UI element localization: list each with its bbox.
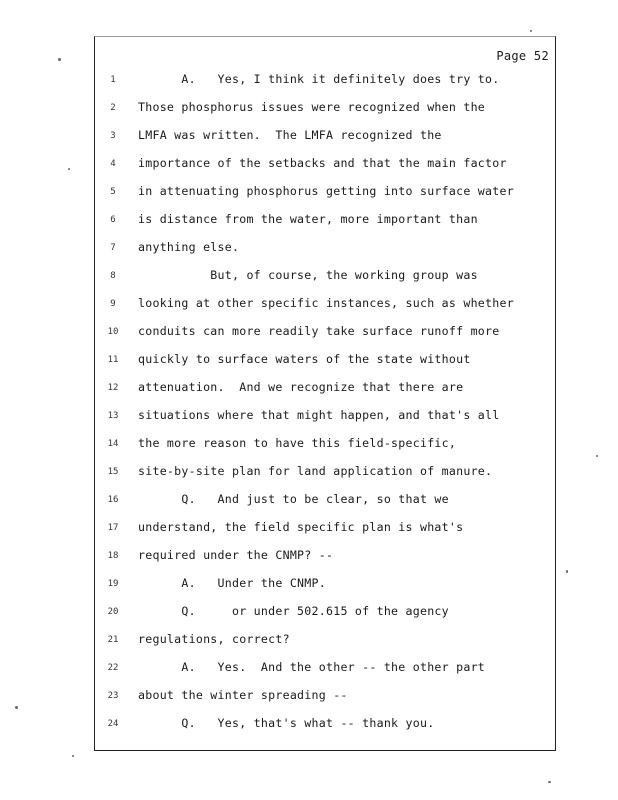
transcript-line <box>95 184 555 202</box>
line-number: 23 <box>107 691 119 701</box>
line-text: A. Under the CNMP. <box>138 576 326 590</box>
line-number: 10 <box>107 327 119 337</box>
line-text: LMFA was written. The LMFA recognized the <box>138 128 442 142</box>
transcript-line <box>95 72 555 90</box>
transcript-line <box>95 604 555 622</box>
line-number: 3 <box>110 131 116 141</box>
transcript-line <box>95 156 555 174</box>
line-number: 1 <box>110 75 116 85</box>
line-text: Q. And just to be clear, so that we <box>138 492 449 506</box>
line-number: 13 <box>107 411 119 421</box>
line-number: 6 <box>110 215 116 225</box>
line-text: about the winter spreading -- <box>138 688 348 702</box>
transcript-line <box>95 520 555 538</box>
transcript-line <box>95 240 555 258</box>
transcript-page <box>94 36 556 751</box>
line-number: 15 <box>107 467 119 477</box>
line-text: situations where that might happen, and that's all <box>138 408 500 422</box>
line-text: understand, the field specific plan is what's <box>138 520 464 534</box>
scan-speck <box>68 168 70 170</box>
transcript-line <box>95 324 555 342</box>
scan-speck <box>596 455 598 457</box>
line-number: 12 <box>107 383 119 393</box>
transcript-line <box>95 548 555 566</box>
line-text: anything else. <box>138 240 240 254</box>
line-number: 11 <box>107 355 119 365</box>
line-number: 7 <box>110 243 116 253</box>
line-number: 20 <box>107 607 119 617</box>
line-number: 8 <box>110 271 116 281</box>
line-text: attenuation. And we recognize that there are <box>138 380 464 394</box>
scan-speck <box>72 755 74 757</box>
line-number: 5 <box>110 187 116 197</box>
line-number: 16 <box>107 495 119 505</box>
line-number: 18 <box>107 551 119 561</box>
transcript-line <box>95 212 555 230</box>
line-text: Those phosphorus issues were recognized when the <box>138 100 486 114</box>
line-number: 21 <box>107 635 119 645</box>
line-text: is distance from the water, more important than <box>138 212 478 226</box>
transcript-line <box>95 100 555 118</box>
line-number: 17 <box>107 523 119 533</box>
line-text: the more reason to have this field-specific, <box>138 436 457 450</box>
line-text: regulations, correct? <box>138 632 290 646</box>
line-text: importance of the setbacks and that the main factor <box>138 156 507 170</box>
transcript-line <box>95 576 555 594</box>
line-text: in attenuating phosphorus getting into surface water <box>138 184 514 198</box>
transcript-line <box>95 408 555 426</box>
transcript-line <box>95 660 555 678</box>
line-number: 22 <box>107 663 119 673</box>
line-text: site-by-site plan for land application of manure. <box>138 464 493 478</box>
transcript-line <box>95 492 555 510</box>
transcript-line <box>95 352 555 370</box>
page-number: Page 52 <box>496 49 549 63</box>
line-number: 4 <box>110 159 116 169</box>
scan-speck <box>566 570 568 573</box>
line-text: quickly to surface waters of the state without <box>138 352 471 366</box>
line-text: looking at other specific instances, such as whether <box>138 296 514 310</box>
line-text: Q. or under 502.615 of the agency <box>138 604 449 618</box>
line-text: A. Yes. And the other -- the other part <box>138 660 486 674</box>
transcript-line <box>95 436 555 454</box>
line-text: But, of course, the working group was <box>138 268 478 282</box>
scan-speck <box>548 781 551 783</box>
line-text: Q. Yes, that's what -- thank you. <box>138 716 435 730</box>
line-number: 9 <box>110 299 116 309</box>
scan-speck <box>15 706 18 709</box>
line-text: conduits can more readily take surface runoff more <box>138 324 500 338</box>
line-number: 14 <box>107 439 119 449</box>
line-number: 2 <box>110 103 116 113</box>
line-text: A. Yes, I think it definitely does try to. <box>138 72 500 86</box>
transcript-line <box>95 716 555 734</box>
transcript-line <box>95 632 555 650</box>
transcript-line <box>95 464 555 482</box>
line-number: 24 <box>107 719 119 729</box>
scan-speck <box>530 30 532 32</box>
scan-speck <box>58 58 61 61</box>
transcript-line <box>95 688 555 706</box>
transcript-line <box>95 268 555 286</box>
transcript-line <box>95 380 555 398</box>
transcript-line <box>95 128 555 146</box>
transcript-line <box>95 296 555 314</box>
line-number: 19 <box>107 579 119 589</box>
line-text: required under the CNMP? -- <box>138 548 334 562</box>
